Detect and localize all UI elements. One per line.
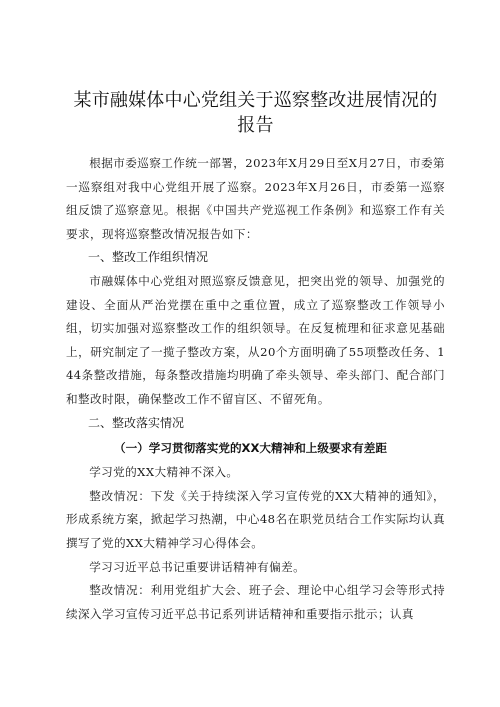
document-title-line-2: 报告 [237, 115, 274, 136]
section-1-paragraph: 市融媒体中心党组对照巡察反馈意见，把突出党的领导、加强党的建设、全面从严治党摆在重中之重位置，成立了巡察整改工作领导小组，切实加强对巡察整改工作的组织领导。在反复梳理和征求意见基础上，研究制定了一揽子整改方案，从20个方面明确了55项整改任务、144条整改措施，每条整改措施均明确了牵头领导、牵头部门、配合部门和整改时限，确保整改工作不留盲区、不留死角。 [66, 273, 445, 406]
subsection-1-heading: （一）学习贯彻落实党的XX大精神和上级要求有差距 [114, 441, 387, 456]
intro-paragraph: 根据市委巡察工作统一部署，2023年X月29日至X月27日，市委第一巡察组对我中心党组开展了巡察。2023年X月26日，市委第一巡察组反馈了巡察意见。根据《中国共产党巡视工作条例》和巡察工作有关要求，现将巡察整改情况报告如下： [66, 156, 445, 241]
section-2-heading: 二、整改落实情况 [88, 415, 185, 430]
issue-1-rectification-paragraph: 整改情况：下发《关于持续深入学习宣传党的XX大精神的通知》，形成系统方案，掀起学习热潮，中心48名在职党员结合工作实际均认真撰写了党的XX大精神学习心得体会。 [66, 488, 445, 550]
document-title-line-1: 某市融媒体中心党组关于巡察整改进展情况的 [73, 90, 438, 111]
issue-2-paragraph: 学习习近平总书记重要讲话精神有偏差。 [89, 559, 306, 574]
issue-2-rectification-paragraph: 整改情况：利用党组扩大会、班子会、理论中心组学习会等形式持续深入学习宣传习近平总书记系列讲话精神和重要指示批示；认真 [66, 583, 445, 621]
section-1-heading: 一、整改工作组织情况 [88, 250, 209, 265]
document-title [66, 88, 445, 138]
issue-1-paragraph: 学习党的XX大精神不深入。 [89, 465, 239, 480]
